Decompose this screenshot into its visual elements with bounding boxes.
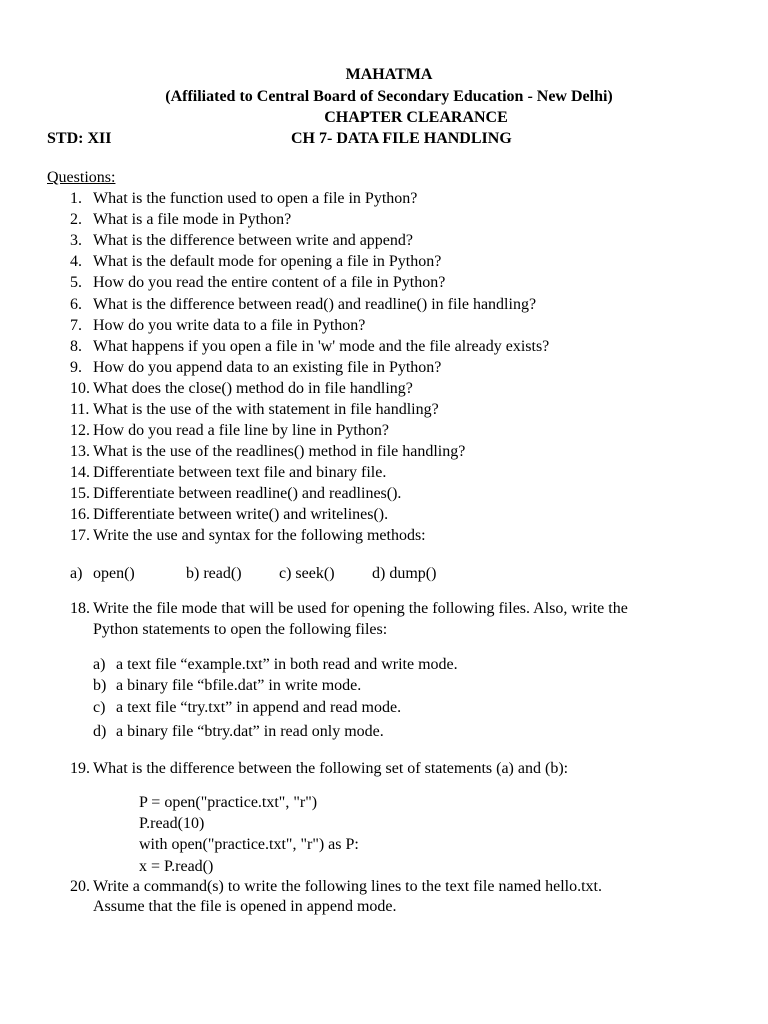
question-text: What is the use of the readlines() method in file handling? bbox=[93, 443, 466, 460]
code-line: with open("practice.txt", "r") as P: bbox=[139, 836, 359, 853]
question-number: 10. bbox=[70, 380, 90, 397]
question-number: 19. bbox=[70, 760, 90, 777]
method-d: d) dump() bbox=[372, 565, 437, 582]
code-line: P = open("practice.txt", "r") bbox=[139, 794, 318, 811]
method-b: b) read() bbox=[186, 565, 242, 582]
method-c: c) seek() bbox=[279, 565, 335, 582]
question-number: 14. bbox=[70, 464, 90, 481]
question-text: Write the use and syntax for the following methods: bbox=[93, 527, 426, 544]
code-line: x = P.read() bbox=[139, 858, 214, 875]
question-text-line2: Assume that the file is opened in append mode. bbox=[93, 898, 397, 915]
sub-item-label: c) bbox=[93, 699, 106, 716]
question-text: What happens if you open a file in 'w' mode and the file already exists? bbox=[93, 338, 550, 355]
question-number: 1. bbox=[70, 190, 82, 207]
sub-item-text: a binary file “bfile.dat” in write mode. bbox=[116, 677, 362, 694]
question-number: 11. bbox=[70, 401, 90, 418]
question-text: How do you write data to a file in Python? bbox=[93, 317, 366, 334]
question-number: 4. bbox=[70, 253, 82, 270]
question-text: What is the use of the with statement in file handling? bbox=[93, 401, 439, 418]
sub-item-label: a) bbox=[93, 656, 106, 673]
question-number: 20. bbox=[70, 878, 90, 895]
question-number: 5. bbox=[70, 274, 82, 291]
question-text: What is the difference between the following set of statements (a) and (b): bbox=[93, 760, 569, 777]
sub-item-text: a text file “try.txt” in append and read mode. bbox=[116, 699, 402, 716]
question-text-line1: Write the file mode that will be used for opening the following files. Also, write the bbox=[93, 600, 628, 617]
question-number: 15. bbox=[70, 485, 90, 502]
question-number: 17. bbox=[70, 527, 90, 544]
question-text: Differentiate between text file and binary file. bbox=[93, 464, 387, 481]
question-number: 18. bbox=[70, 600, 90, 617]
sub-item-text: a text file “example.txt” in both read and write mode. bbox=[116, 656, 458, 673]
question-text-line1: Write a command(s) to write the following lines to the text file named hello.txt. bbox=[93, 878, 602, 895]
code-line: P.read(10) bbox=[139, 815, 205, 832]
school-name: MAHATMA bbox=[345, 66, 433, 83]
affiliation-line: (Affiliated to Central Board of Secondary Education - New Delhi) bbox=[165, 88, 613, 105]
question-text: What is the difference between write and append? bbox=[93, 232, 413, 249]
question-text: How do you read a file line by line in Python? bbox=[93, 422, 389, 439]
question-number: 13. bbox=[70, 443, 90, 460]
question-number: 2. bbox=[70, 211, 82, 228]
question-text: What is the function used to open a file in Python? bbox=[93, 190, 418, 207]
method-a: open() bbox=[93, 565, 135, 582]
question-text: What is the difference between read() and readline() in file handling? bbox=[93, 296, 537, 313]
document-type: CHAPTER CLEARANCE bbox=[324, 109, 508, 126]
question-text-line2: Python statements to open the following files: bbox=[93, 621, 388, 638]
question-number: 12. bbox=[70, 422, 90, 439]
question-number: 3. bbox=[70, 232, 82, 249]
question-number: 16. bbox=[70, 506, 90, 523]
sub-item-text: a binary file “btry.dat” in read only mode. bbox=[116, 723, 384, 740]
question-number: 9. bbox=[70, 359, 82, 376]
chapter-title: CH 7- DATA FILE HANDLING bbox=[291, 130, 512, 147]
question-text: What is a file mode in Python? bbox=[93, 211, 292, 228]
questions-heading: Questions: bbox=[47, 169, 116, 186]
question-text: What does the close() method do in file handling? bbox=[93, 380, 413, 397]
standard-label: STD: XII bbox=[47, 130, 112, 147]
question-number: 8. bbox=[70, 338, 82, 355]
question-number: 6. bbox=[70, 296, 82, 313]
question-text: What is the default mode for opening a file in Python? bbox=[93, 253, 442, 270]
question-text: How do you append data to an existing file in Python? bbox=[93, 359, 442, 376]
question-number: 7. bbox=[70, 317, 82, 334]
question-text: How do you read the entire content of a file in Python? bbox=[93, 274, 446, 291]
sub-item-label: b) bbox=[93, 677, 107, 694]
sub-item-label: d) bbox=[93, 723, 107, 740]
question-text: Differentiate between write() and writelines(). bbox=[93, 506, 389, 523]
method-a-label: a) bbox=[70, 565, 83, 582]
question-text: Differentiate between readline() and readlines(). bbox=[93, 485, 402, 502]
